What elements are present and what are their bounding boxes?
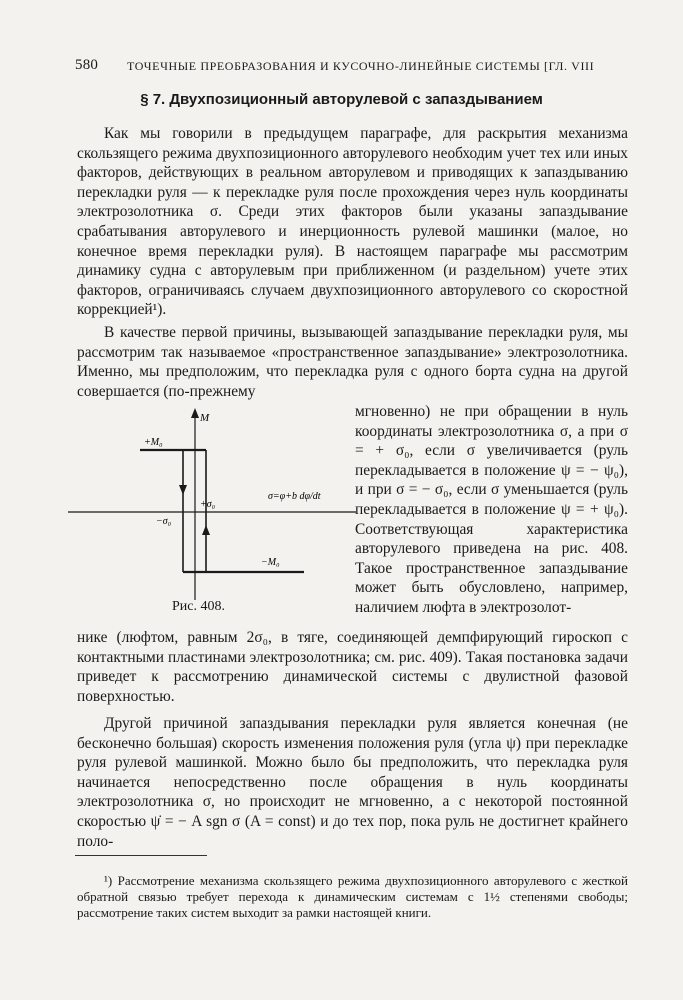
paragraph-2-end: нике (люфтом, равным 2σ₀, в тяге, соединяющей демпфирующий гироскоп с контактными пластинами электрозолотника; см. рис. 409). Такая постановка задачи приведет к рассмотрению динамической системы с двулистной фазовой поверхностью.	[77, 629, 628, 705]
page-number: 580	[75, 57, 99, 73]
footnote: ¹) Рассмотрение механизма скользящего режима двухпозиционного авторулевого с жесткой обратной связью требует перехода к динамическим системам с 1½ степенями свободы; рассмотрение таких систем выходит за рамки настоящей книги.	[77, 873, 628, 920]
footnote-divider	[75, 855, 207, 856]
hysteresis-diagram	[68, 405, 358, 605]
running-title: ТОЧЕЧНЫЕ ПРЕОБРАЗОВАНИЯ И КУСОЧНО-ЛИНЕЙНЫЕ СИСТЕМЫ [ГЛ. VIII	[127, 59, 595, 73]
down-arrow	[179, 485, 187, 495]
figure-408	[68, 405, 358, 605]
y-axis-arrow	[191, 408, 199, 418]
figure-caption: Рис. 408.	[172, 599, 225, 614]
left-threshold-label: −σ₀	[156, 516, 172, 527]
paragraph-1: Как мы говорили в предыдущем параграфе, для раскрытия механизма скользящего режима двухпозиционного авторулевого необходим учет тех или иных факторов, действующих в реальном авторулевом и приводящих к запаздыванию перекладки руля — к перекладке руля после прохождения через нуль координаты электрозолотника σ. Среди этих факторов были указаны запаздывание срабатывания авторулевого и инерционность рулевой машинки (малое, но конечное время перекладки руля). В настоящем параграфе мы рассмотрим динамику судна с авторулевым при приближенном (и раздельном) учете этих факторов, ограничиваясь случаем двухпозиционного авторулевого со скоростной коррекцией¹).	[77, 125, 628, 319]
y-axis-label: M	[200, 412, 210, 424]
x-axis-label: σ=φ+b dφ/dt	[268, 491, 321, 502]
paragraph-3: Другой причиной запаздывания перекладки руля является конечная (не бесконечно большая) скорость изменения положения руля (угла ψ) при перекладке руля рулевой машинкой. Можно было бы предположить, что перекладка руля начинается непосредственно после обращения в нуль координаты электрозолотника σ, но происходит не мгновенно, а с некоторой постоянной скоростью ψ̇ = − A sgn σ (A = const) и до тех пор, пока руль не достигнет крайнего поло-	[77, 715, 628, 850]
lower-level-label: −M₀	[261, 557, 280, 568]
section-title: § 7. Двухпозиционный авторулевой с запаздыванием	[140, 91, 543, 108]
paragraph-2-start: В качестве первой причины, вызывающей запаздывание перекладки руля, мы рассмотрим так называемое «пространственное запаздывание» электрозолотника. Именно, мы предположим, что перекладка руля с одного борта судна на другой совершается (по-прежнему	[77, 324, 628, 400]
paragraph-2-wrap: мгновенно) не при обращении в нуль координаты электрозолотника σ, а при σ = + σ₀, если σ увеличивается (руль перекладывается в положение ψ = − ψ₀), и при σ = − σ₀, если σ уменьшается (руль перекладывается в положение ψ = + ψ₀). Соответствующая характеристика авторулевого приведена на рис. 408. Такое пространственное запаздывание может быть обусловлено, например, наличием люфта в электрозолот-	[355, 403, 628, 616]
up-arrow	[202, 525, 210, 535]
right-threshold-label: +σ₀	[200, 499, 216, 510]
upper-level-label: +M₀	[144, 437, 163, 448]
